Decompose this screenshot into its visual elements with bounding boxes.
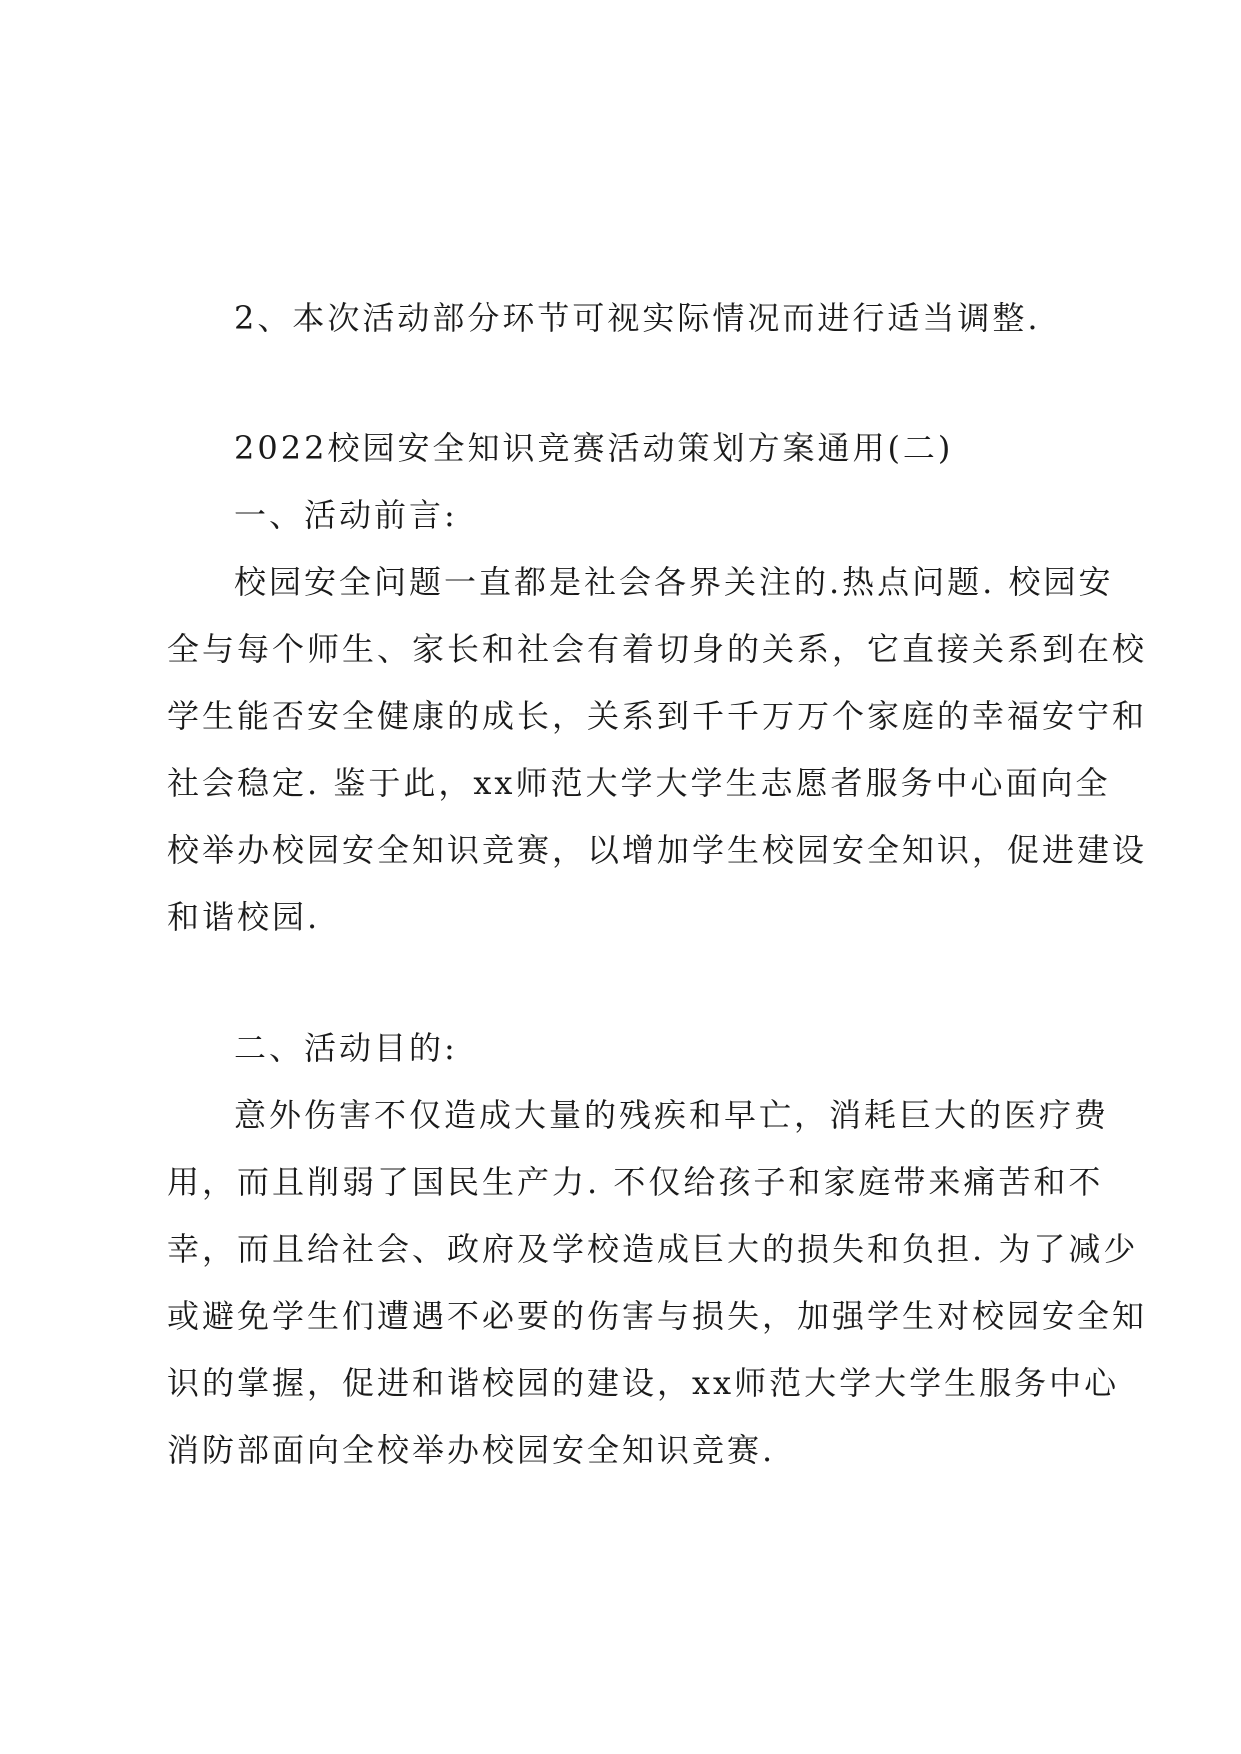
para1-line: 学生能否安全健康的成长，关系到千千万万个家庭的幸福安宁和 [167,697,1148,735]
para1-line: 社会稳定. 鉴于此，xx师范大学大学生志愿者服务中心面向全 [167,764,1111,802]
document-title: 2022校园安全知识竞赛活动策划方案通用(二) [234,429,954,467]
para2-line: 识的掌握，促进和谐校园的建设，xx师范大学大学生服务中心 [167,1364,1120,1402]
para2-line: 消防部面向全校举办校园安全知识竞赛. [167,1431,776,1469]
para2-line: 用，而且削弱了国民生产力. 不仅给孩子和家庭带来痛苦和不 [167,1163,1104,1201]
para2-line: 意外伤害不仅造成大量的残疾和早亡，消耗巨大的医疗费 [234,1096,1110,1134]
para2-line: 或避免学生们遭遇不必要的伤害与损失，加强学生对校园安全知 [167,1297,1148,1335]
para1-line: 校园安全问题一直都是社会各界关注的.热点问题. 校园安 [234,563,1114,601]
para1-line: 全与每个师生、家长和社会有着切身的关系，它直接关系到在校 [167,630,1148,668]
section-heading-1: 一、活动前言: [234,496,458,534]
para1-line: 和谐校园. [167,898,321,936]
para2-line: 幸，而且给社会、政府及学校造成巨大的损失和负担. 为了减少 [167,1230,1139,1268]
para1-line: 校举办校园安全知识竞赛，以增加学生校园安全知识，促进建设 [167,831,1148,869]
paragraph-note: 2、本次活动部分环节可视实际情况而进行适当调整. [234,299,1041,337]
section-heading-2: 二、活动目的: [234,1029,458,1067]
